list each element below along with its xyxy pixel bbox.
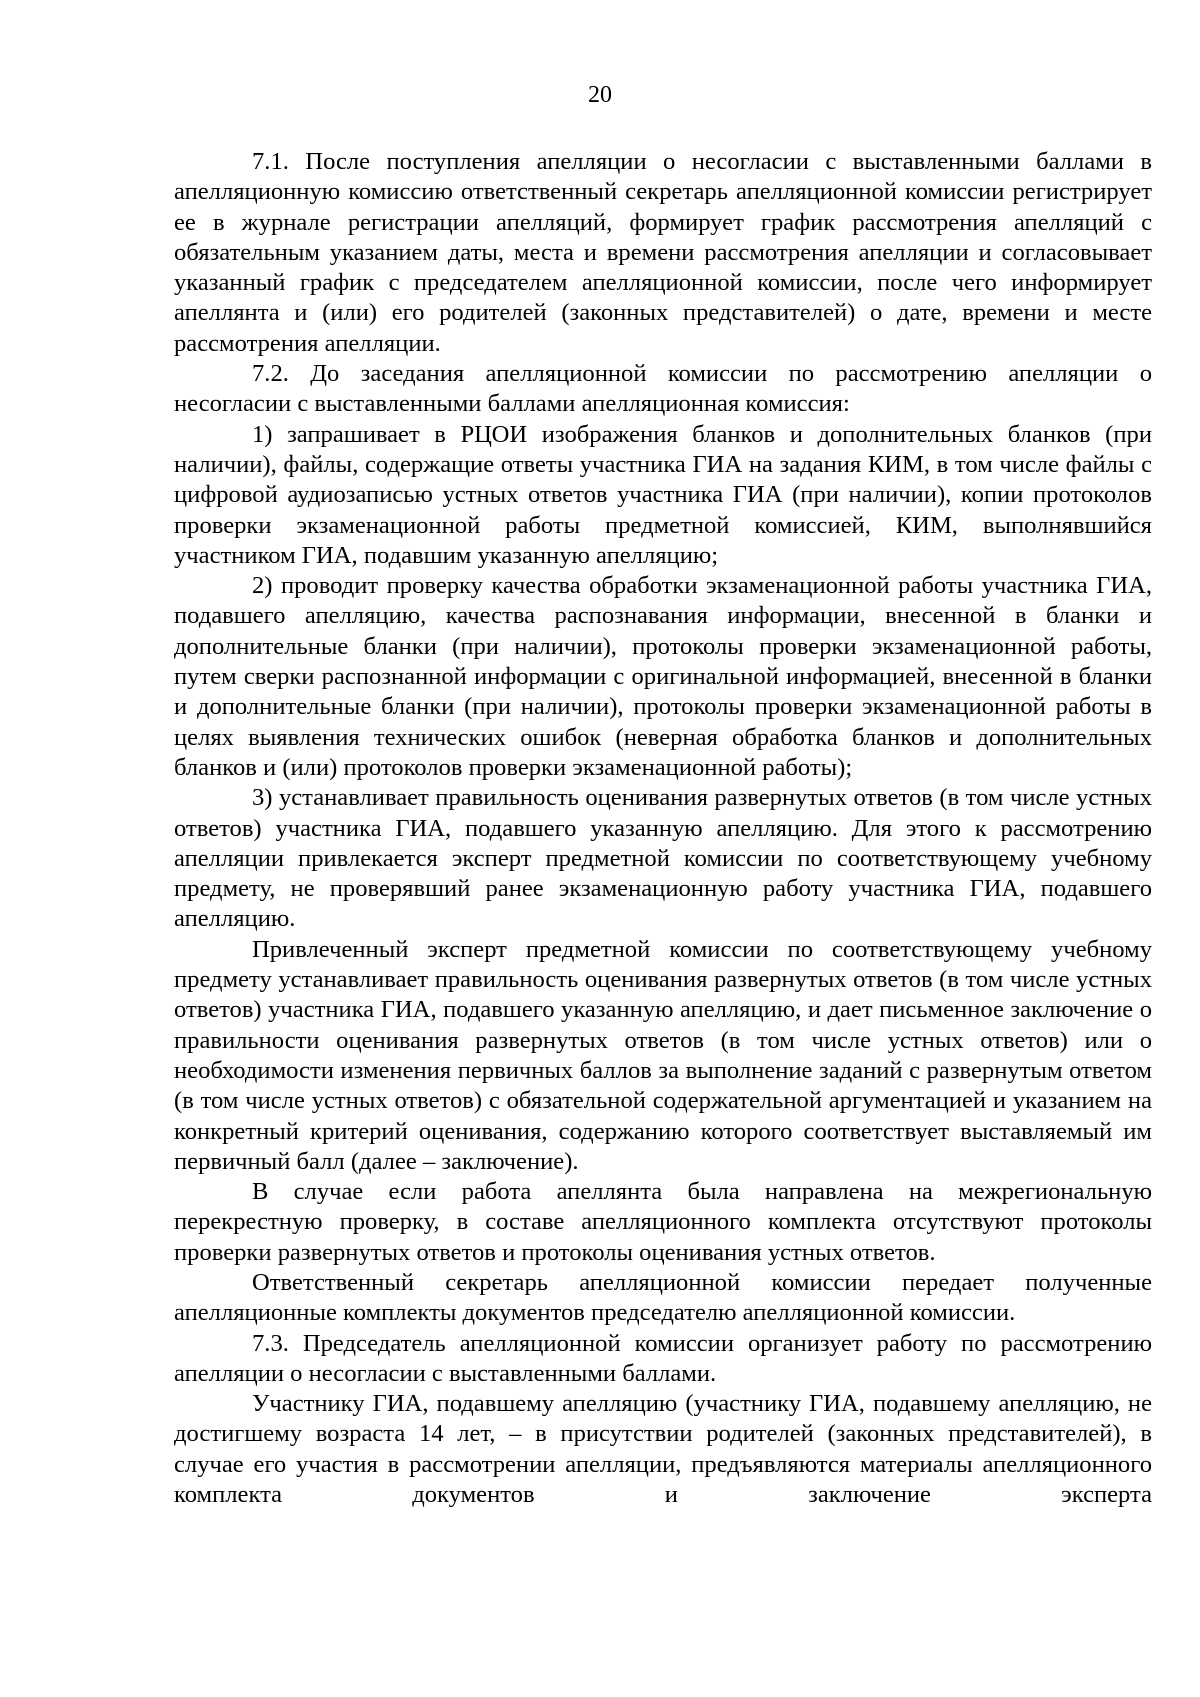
paragraph-cross-check: В случае если работа апеллянта была направлена на межрегиональную перекрестную проверку, в составе апелляционного комплекта отсутствуют протоколы проверки развернутых ответов и протоколы оценивания устных ответов. [174, 1178, 1152, 1266]
page-number: 20 [588, 82, 612, 108]
paragraph-expert: Привлеченный эксперт предметной комиссии по соответствующему учебному предмету устанавливает правильность оценивания развернутых ответов (в том числе устных ответов) участника ГИА, подавшего указанную апелляцию, и дает письменное заключение о правильности оценивания развернутых ответов (в том числе устных ответов) или о необходимости изменения первичных баллов за выполнение заданий с развернутым ответом (в том числе устных ответов) с обязательной содержательной аргументацией и указанием на конкретный критерий оценивания, содержанию которого соответствует выставляемый им первичный балл (далее – заключение). [174, 935, 1152, 1175]
list-item-1: 1) запрашивает в РЦОИ изображения бланков и дополнительных бланков (при наличии), файлы, содержащие ответы участника ГИА на задания КИМ, в том числе файлы с цифровой аудиозаписью устных ответов участника ГИА (при наличии), копии протоколов проверки экзаменационной работы предметной комиссией, КИМ, выполнявшийся участником ГИА, подавшим указанную апелляцию; [174, 420, 1152, 569]
paragraph-7-1: 7.1. После поступления апелляции о несогласии с выставленными баллами в апелляционную комиссию ответственный секретарь апелляционной комиссии регистрирует ее в журнале регистрации апелляций, формирует график рассмотрения апелляций с обязательным указанием даты, места и времени рассмотрения апелляции и согласовывает указанный график с председателем апелляционной комиссии, после чего информирует апеллянта и (или) его родителей (законных представителей) о дате, времени и месте рассмотрения апелляции. [174, 148, 1152, 357]
list-item-3: 3) устанавливает правильность оценивания развернутых ответов (в том числе устных ответов) участника ГИА, подавшего указанную апелляцию. Для этого к рассмотрению апелляции привлекается эксперт предметной комиссии по соответствующему учебному предмету, не проверявший ранее экзаменационную работу участника ГИА, подавшего апелляцию. [174, 784, 1152, 933]
paragraph-secretary: Ответственный секретарь апелляционной комиссии передает полученные апелляционные комплекты документов председателю апелляционной комиссии. [174, 1268, 1152, 1327]
paragraph-7-2: 7.2. До заседания апелляционной комиссии по рассмотрению апелляции о несогласии с выставленными баллами апелляционная комиссия: [174, 360, 1152, 418]
paragraph-participant: Участнику ГИА, подавшему апелляцию (участнику ГИА, подавшему апелляцию, не достигшему возраста 14 лет, – в присутствии родителей (законных представителей), в случае его участия в рассмотрении апелляции, предъявляются материалы апелляционного комплекта документов и заключение эксперта [174, 1390, 1152, 1509]
document-body [174, 147, 1152, 1510]
paragraph-7-3: 7.3. Председатель апелляционной комиссии организует работу по рассмотрению апелляции о несогласии с выставленными баллами. [174, 1329, 1152, 1387]
list-item-2: 2) проводит проверку качества обработки экзаменационной работы участника ГИА, подавшего апелляцию, качества распознавания информации, внесенной в бланки и дополнительные бланки (при наличии), протоколы проверки экзаменационной работы, путем сверки распознанной информации с оригинальной информацией, внесенной в бланки и дополнительные бланки (при наличии), протоколы проверки экзаменационной работы в целях выявления технических ошибок (неверная обработка бланков и дополнительных бланков и (или) протоколов проверки экзаменационной работы); [174, 572, 1152, 781]
